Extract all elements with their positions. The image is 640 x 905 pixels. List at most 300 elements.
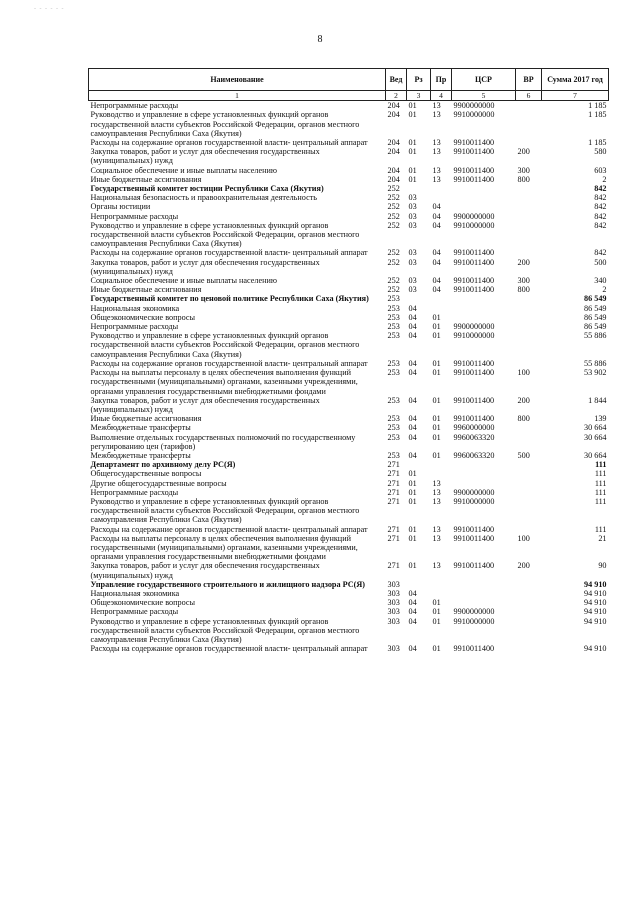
- table-row: [89, 304, 609, 313]
- row-csr: 9910011400: [453, 368, 495, 378]
- row-vr: 100: [517, 533, 530, 543]
- row-ved: 271: [387, 460, 400, 470]
- row-ved: 303: [387, 579, 400, 589]
- table-row: [89, 479, 609, 488]
- row-vr: 200: [517, 147, 530, 157]
- row-pr: 01: [432, 358, 441, 368]
- row-pr: 01: [432, 331, 441, 341]
- table-row: [89, 580, 609, 589]
- table-row: [89, 589, 609, 598]
- row-sum: 580: [594, 147, 607, 157]
- row-csr: [452, 313, 516, 322]
- row-name: Руководство и управление в сфере установленных функций органов государственной власти субъектов Российской Федерации, органов местного самоуправления Республики Саха (Якутия): [90, 220, 360, 249]
- row-pr: 13: [432, 174, 441, 184]
- header-number: 2: [386, 91, 407, 101]
- row-csr: 9910011400: [453, 257, 495, 267]
- row-sum: 30 664: [583, 450, 607, 460]
- row-vr: [516, 433, 542, 451]
- table-row: [89, 451, 609, 460]
- row-name: Руководство и управление в сфере установленных функций органов государственной власти субъектов Российской Федерации, органов местного самоуправления Республики Саха (Якутия): [90, 616, 360, 644]
- row-rz: 04: [408, 368, 417, 378]
- row-pr: 01: [432, 607, 441, 617]
- table-row: [89, 561, 609, 579]
- row-pr: 04: [432, 202, 441, 212]
- row-sum: 1 185: [588, 138, 607, 148]
- row-csr: 9910011400: [453, 524, 495, 534]
- table-row: [89, 322, 609, 331]
- row-rz: 01: [408, 524, 417, 534]
- row-vr: [516, 101, 542, 111]
- row-rz: [407, 580, 431, 589]
- table-row: [89, 644, 609, 653]
- row-vr: [516, 617, 542, 645]
- row-name: Социальное обеспечение и иные выплаты населению: [90, 276, 277, 286]
- row-pr: 01: [432, 423, 441, 433]
- row-csr: 9960000000: [453, 423, 495, 433]
- table-row: [89, 525, 609, 534]
- header-pr: Пр: [431, 69, 452, 91]
- row-csr: [452, 589, 516, 598]
- table-row: [89, 147, 609, 165]
- row-ved: 253: [387, 432, 400, 442]
- row-sum: 55 886: [583, 331, 607, 341]
- row-csr: 9910011400: [453, 395, 495, 405]
- row-ved: 303: [387, 588, 400, 598]
- row-name: Расходы на содержание органов государственной власти- центральный аппарат: [90, 644, 368, 654]
- row-csr: 9910000000: [453, 220, 495, 230]
- row-vr: [516, 331, 542, 359]
- row-rz: 01: [408, 487, 417, 497]
- row-sum: 94 910: [583, 579, 607, 589]
- row-pr: 13: [432, 478, 441, 488]
- row-csr: [452, 202, 516, 211]
- row-rz: 04: [408, 331, 417, 341]
- table-row: [89, 138, 609, 147]
- table-row: [89, 175, 609, 184]
- row-ved: 271: [387, 487, 400, 497]
- row-rz: 04: [408, 432, 417, 442]
- row-ved: 253: [387, 368, 400, 378]
- row-rz: 04: [408, 303, 417, 313]
- row-rz: 03: [408, 193, 417, 203]
- row-vr: [516, 294, 542, 303]
- row-ved: 253: [387, 303, 400, 313]
- table-row: [89, 221, 609, 249]
- row-ved: 252: [387, 248, 400, 258]
- row-name: Закупка товаров, работ и услуг для обеспечения государственных (муниципальных) нужд: [90, 257, 320, 276]
- row-vr: 300: [517, 276, 530, 286]
- row-name: Управление государственного строительного и жилищного надзора РС(Я): [90, 579, 365, 589]
- row-csr: 9900000000: [453, 487, 495, 497]
- row-ved: 204: [387, 110, 400, 120]
- row-csr: [452, 580, 516, 589]
- row-rz: 03: [408, 248, 417, 258]
- row-pr: 13: [432, 110, 441, 120]
- row-vr: 300: [517, 165, 530, 175]
- table-row: [89, 488, 609, 497]
- row-name: Расходы на содержание органов государственной власти- центральный аппарат: [90, 248, 368, 258]
- row-sum: 55 886: [583, 358, 607, 368]
- row-csr: [452, 193, 516, 202]
- row-name: Выполнение отдельных государственных полномочий по государственному регулированию цен (тарифов): [90, 432, 356, 451]
- header-csr: ЦСР: [452, 69, 516, 91]
- table-row: [89, 497, 609, 525]
- row-sum: 111: [594, 496, 607, 506]
- row-pr: 01: [432, 598, 441, 608]
- table-row: [89, 460, 609, 469]
- row-sum: 94 910: [583, 598, 607, 608]
- table-row: [89, 285, 609, 294]
- header-rz: Рз: [407, 69, 431, 91]
- row-ved: 253: [387, 450, 400, 460]
- row-sum: 94 910: [583, 607, 607, 617]
- row-name: Расходы на содержание органов государственной власти- центральный аппарат: [90, 138, 368, 148]
- row-ved: 204: [387, 165, 400, 175]
- row-vr: [516, 138, 542, 147]
- row-rz: [407, 184, 431, 193]
- row-rz: 03: [408, 202, 417, 212]
- row-sum: 86 549: [583, 294, 607, 304]
- row-ved: 253: [387, 294, 400, 304]
- row-name: Общегосударственные вопросы: [90, 469, 202, 479]
- row-csr: [452, 294, 516, 303]
- row-vr: 800: [517, 285, 530, 295]
- row-pr: 01: [432, 616, 441, 626]
- row-ved: 303: [387, 616, 400, 626]
- row-pr: [431, 469, 452, 478]
- header-name: Наименование: [89, 69, 386, 91]
- row-pr: 01: [432, 395, 441, 405]
- row-pr: [431, 184, 452, 193]
- row-csr: 9900000000: [453, 607, 495, 617]
- row-sum: 111: [595, 460, 607, 470]
- row-vr: [516, 460, 542, 469]
- row-name: Расходы на содержание органов государственной власти- центральный аппарат: [90, 524, 368, 534]
- row-pr: [431, 193, 452, 202]
- row-vr: 200: [517, 257, 530, 267]
- row-csr: 9910011400: [453, 248, 495, 258]
- row-name: Непрограммные расходы: [90, 211, 179, 221]
- row-ved: 252: [387, 285, 400, 295]
- header-number: 3: [407, 91, 431, 101]
- row-rz: 04: [408, 616, 417, 626]
- row-ved: 252: [387, 184, 400, 194]
- row-csr: 9910011400: [453, 644, 495, 654]
- row-sum: 30 664: [583, 432, 607, 442]
- row-name: Общеэкономические вопросы: [90, 312, 196, 322]
- row-pr: 13: [432, 165, 441, 175]
- table-row: [89, 276, 609, 285]
- row-sum: 53 902: [583, 368, 607, 378]
- row-name: Департамент по архивному делу РС(Я): [90, 460, 236, 470]
- row-vr: [516, 644, 542, 653]
- row-csr: 9910011400: [453, 561, 495, 571]
- row-sum: 842: [594, 202, 607, 212]
- row-name: Расходы на выплаты персоналу в целях обеспечения выполнения функций государственными (муниципальными) органами, казенными учреждениями, органами управления государственными внебюджетными фондами: [90, 533, 358, 562]
- row-rz: 01: [408, 110, 417, 120]
- row-pr: 13: [432, 138, 441, 148]
- row-pr: [431, 589, 452, 598]
- row-pr: [431, 580, 452, 589]
- row-rz: 04: [408, 588, 417, 598]
- row-vr: 200: [517, 395, 530, 405]
- row-ved: 271: [387, 561, 400, 571]
- row-name: Межбюджетные трансферты: [90, 423, 191, 433]
- row-name: Национальная экономика: [90, 588, 180, 598]
- row-csr: 9910000000: [453, 496, 495, 506]
- row-csr: 9910011400: [453, 147, 495, 157]
- budget-table: [88, 68, 609, 653]
- row-ved: 252: [387, 211, 400, 221]
- row-vr: [516, 110, 542, 138]
- header-number: 1: [89, 91, 386, 101]
- row-pr: 13: [432, 101, 441, 111]
- table-row: [89, 193, 609, 202]
- row-ved: 253: [387, 395, 400, 405]
- header-number: 4: [431, 91, 452, 101]
- row-vr: [516, 212, 542, 221]
- row-sum: 500: [594, 257, 607, 267]
- row-ved: 252: [387, 257, 400, 267]
- table-row: [89, 202, 609, 211]
- table-row: [89, 110, 609, 138]
- table-row: [89, 101, 609, 111]
- row-csr: 9910011400: [453, 285, 495, 295]
- row-rz: 04: [408, 312, 417, 322]
- row-pr: 04: [432, 276, 441, 286]
- row-vr: [516, 598, 542, 607]
- row-vr: [516, 607, 542, 616]
- table-row: [89, 258, 609, 276]
- row-sum: 86 549: [583, 322, 607, 332]
- row-name: Расходы на содержание органов государственной власти- центральный аппарат: [90, 358, 368, 368]
- header-number: 6: [516, 91, 542, 101]
- row-sum: 94 910: [583, 616, 607, 626]
- row-sum: 2: [602, 174, 607, 184]
- row-pr: 01: [432, 414, 441, 424]
- row-name: Закупка товаров, работ и услуг для обеспечения государственных (муниципальных) нужд: [90, 395, 320, 414]
- row-rz: 04: [408, 414, 417, 424]
- table-row: [89, 184, 609, 193]
- row-csr: [452, 460, 516, 469]
- row-sum: 90: [598, 561, 607, 571]
- row-rz: 01: [408, 138, 417, 148]
- row-vr: [516, 193, 542, 202]
- row-ved: 252: [387, 202, 400, 212]
- header-vr: ВР: [516, 69, 542, 91]
- row-csr: 9910000000: [453, 616, 495, 626]
- row-name: Непрограммные расходы: [90, 607, 179, 617]
- row-pr: 01: [432, 368, 441, 378]
- table-row: [89, 331, 609, 359]
- row-sum: 30 664: [583, 423, 607, 433]
- row-vr: [516, 589, 542, 598]
- row-csr: 9900000000: [453, 101, 495, 111]
- header-ved: Вед: [386, 69, 407, 91]
- row-pr: 04: [432, 248, 441, 258]
- table-row: [89, 359, 609, 368]
- row-pr: 04: [432, 211, 441, 221]
- row-rz: 01: [408, 478, 417, 488]
- row-sum: 111: [594, 524, 607, 534]
- row-vr: 800: [517, 414, 530, 424]
- row-vr: [516, 202, 542, 211]
- row-sum: 86 549: [583, 303, 607, 313]
- table-row: [89, 469, 609, 478]
- row-rz: 04: [408, 423, 417, 433]
- row-ved: 253: [387, 358, 400, 368]
- row-name: Иные бюджетные ассигнования: [90, 174, 202, 184]
- row-sum: 111: [594, 478, 607, 488]
- table-body: [89, 101, 609, 654]
- table-row: [89, 617, 609, 645]
- table-row: [89, 368, 609, 396]
- row-rz: 04: [408, 598, 417, 608]
- row-name: Иные бюджетные ассигнования: [90, 414, 202, 424]
- row-sum: 1 185: [588, 101, 607, 111]
- row-rz: 01: [408, 561, 417, 571]
- row-name: Национальная экономика: [90, 303, 180, 313]
- row-sum: 86 549: [583, 312, 607, 322]
- row-rz: 03: [408, 276, 417, 286]
- row-vr: [516, 479, 542, 488]
- row-csr: [452, 479, 516, 488]
- row-rz: 04: [408, 358, 417, 368]
- row-sum: 111: [594, 469, 607, 479]
- row-vr: [516, 488, 542, 497]
- row-name: Социальное обеспечение и иные выплаты населению: [90, 165, 277, 175]
- table-row: [89, 433, 609, 451]
- row-rz: 01: [408, 469, 417, 479]
- row-rz: 04: [408, 607, 417, 617]
- row-rz: 04: [408, 450, 417, 460]
- row-ved: 303: [387, 598, 400, 608]
- row-name: Закупка товаров, работ и услуг для обеспечения государственных (муниципальных) нужд: [90, 147, 320, 166]
- row-csr: [452, 469, 516, 478]
- row-pr: [431, 304, 452, 313]
- row-ved: 303: [387, 607, 400, 617]
- row-ved: 204: [387, 174, 400, 184]
- row-ved: 252: [387, 193, 400, 203]
- row-rz: 01: [408, 147, 417, 157]
- row-rz: 03: [408, 211, 417, 221]
- row-sum: 94 910: [583, 588, 607, 598]
- row-vr: [516, 497, 542, 525]
- row-pr: 01: [432, 312, 441, 322]
- row-name: Иные бюджетные ассигнования: [90, 285, 202, 295]
- row-csr: [452, 184, 516, 193]
- row-ved: 253: [387, 331, 400, 341]
- row-sum: 340: [594, 276, 607, 286]
- row-sum: 842: [594, 220, 607, 230]
- row-ved: 252: [387, 276, 400, 286]
- row-name: Межбюджетные трансферты: [90, 450, 191, 460]
- row-rz: 01: [408, 101, 417, 111]
- row-ved: 303: [387, 644, 400, 654]
- row-csr: 9910011400: [453, 174, 495, 184]
- header-number: 7: [542, 91, 609, 101]
- row-name: Органы юстиции: [90, 202, 151, 212]
- row-pr: [431, 294, 452, 303]
- row-ved: 271: [387, 469, 400, 479]
- row-ved: 271: [387, 533, 400, 543]
- row-pr: 01: [432, 322, 441, 332]
- row-name: Руководство и управление в сфере установленных функций органов государственной власти субъектов Российской Федерации, органов местного самоуправления Республики Саха (Якутия): [90, 110, 360, 138]
- row-csr: 9960063320: [453, 432, 495, 442]
- row-name: Непрограммные расходы: [90, 322, 179, 332]
- row-vr: 100: [517, 368, 530, 378]
- row-rz: 01: [408, 533, 417, 543]
- row-csr: 9910000000: [453, 331, 495, 341]
- row-rz: [407, 294, 431, 303]
- row-vr: 200: [517, 561, 530, 571]
- row-vr: [516, 184, 542, 193]
- row-csr: 9900000000: [453, 211, 495, 221]
- row-ved: 271: [387, 478, 400, 488]
- row-csr: 9910011400: [453, 276, 495, 286]
- row-name: Непрограммные расходы: [90, 101, 179, 111]
- row-sum: 21: [598, 533, 607, 543]
- row-ved: 204: [387, 101, 400, 111]
- row-ved: 253: [387, 423, 400, 433]
- row-ved: 204: [387, 138, 400, 148]
- row-sum: 1 844: [588, 395, 607, 405]
- row-rz: 04: [408, 395, 417, 405]
- row-csr: [452, 598, 516, 607]
- row-vr: [516, 322, 542, 331]
- row-rz: 04: [408, 644, 417, 654]
- row-sum: 842: [594, 184, 607, 194]
- row-csr: 9910000000: [453, 110, 495, 120]
- row-ved: 271: [387, 496, 400, 506]
- row-sum: 94 910: [583, 644, 607, 654]
- row-name: Закупка товаров, работ и услуг для обеспечения государственных (муниципальных) нужд: [90, 561, 320, 580]
- row-vr: 800: [517, 174, 530, 184]
- row-pr: 01: [432, 450, 441, 460]
- table-row: [89, 598, 609, 607]
- row-vr: [516, 359, 542, 368]
- row-rz: 01: [408, 165, 417, 175]
- table-row: [89, 534, 609, 562]
- row-rz: 03: [408, 220, 417, 230]
- row-name: Руководство и управление в сфере установленных функций органов государственной власти субъектов Российской Федерации, органов местного самоуправления Республики Саха (Якутия): [90, 331, 360, 359]
- row-ved: 204: [387, 147, 400, 157]
- row-sum: 1 185: [588, 110, 607, 120]
- row-rz: 04: [408, 322, 417, 332]
- row-sum: 111: [594, 487, 607, 497]
- row-sum: 139: [594, 414, 607, 424]
- table-row: [89, 423, 609, 432]
- row-pr: [431, 460, 452, 469]
- row-pr: 13: [432, 496, 441, 506]
- table-row: [89, 313, 609, 322]
- row-vr: [516, 525, 542, 534]
- row-csr: 9910011400: [453, 138, 495, 148]
- row-pr: 13: [432, 561, 441, 571]
- row-vr: [516, 580, 542, 589]
- row-sum: 842: [594, 211, 607, 221]
- row-csr: 9910011400: [453, 533, 495, 543]
- row-pr: 13: [432, 487, 441, 497]
- row-rz: [407, 460, 431, 469]
- row-sum: 842: [594, 248, 607, 258]
- row-ved: 271: [387, 524, 400, 534]
- row-vr: [516, 304, 542, 313]
- row-name: Другие общегосударственные вопросы: [90, 478, 227, 488]
- row-pr: 04: [432, 285, 441, 295]
- page-number: 8: [317, 34, 323, 45]
- row-name: Национальная безопасность и правоохранительная деятельность: [90, 193, 318, 203]
